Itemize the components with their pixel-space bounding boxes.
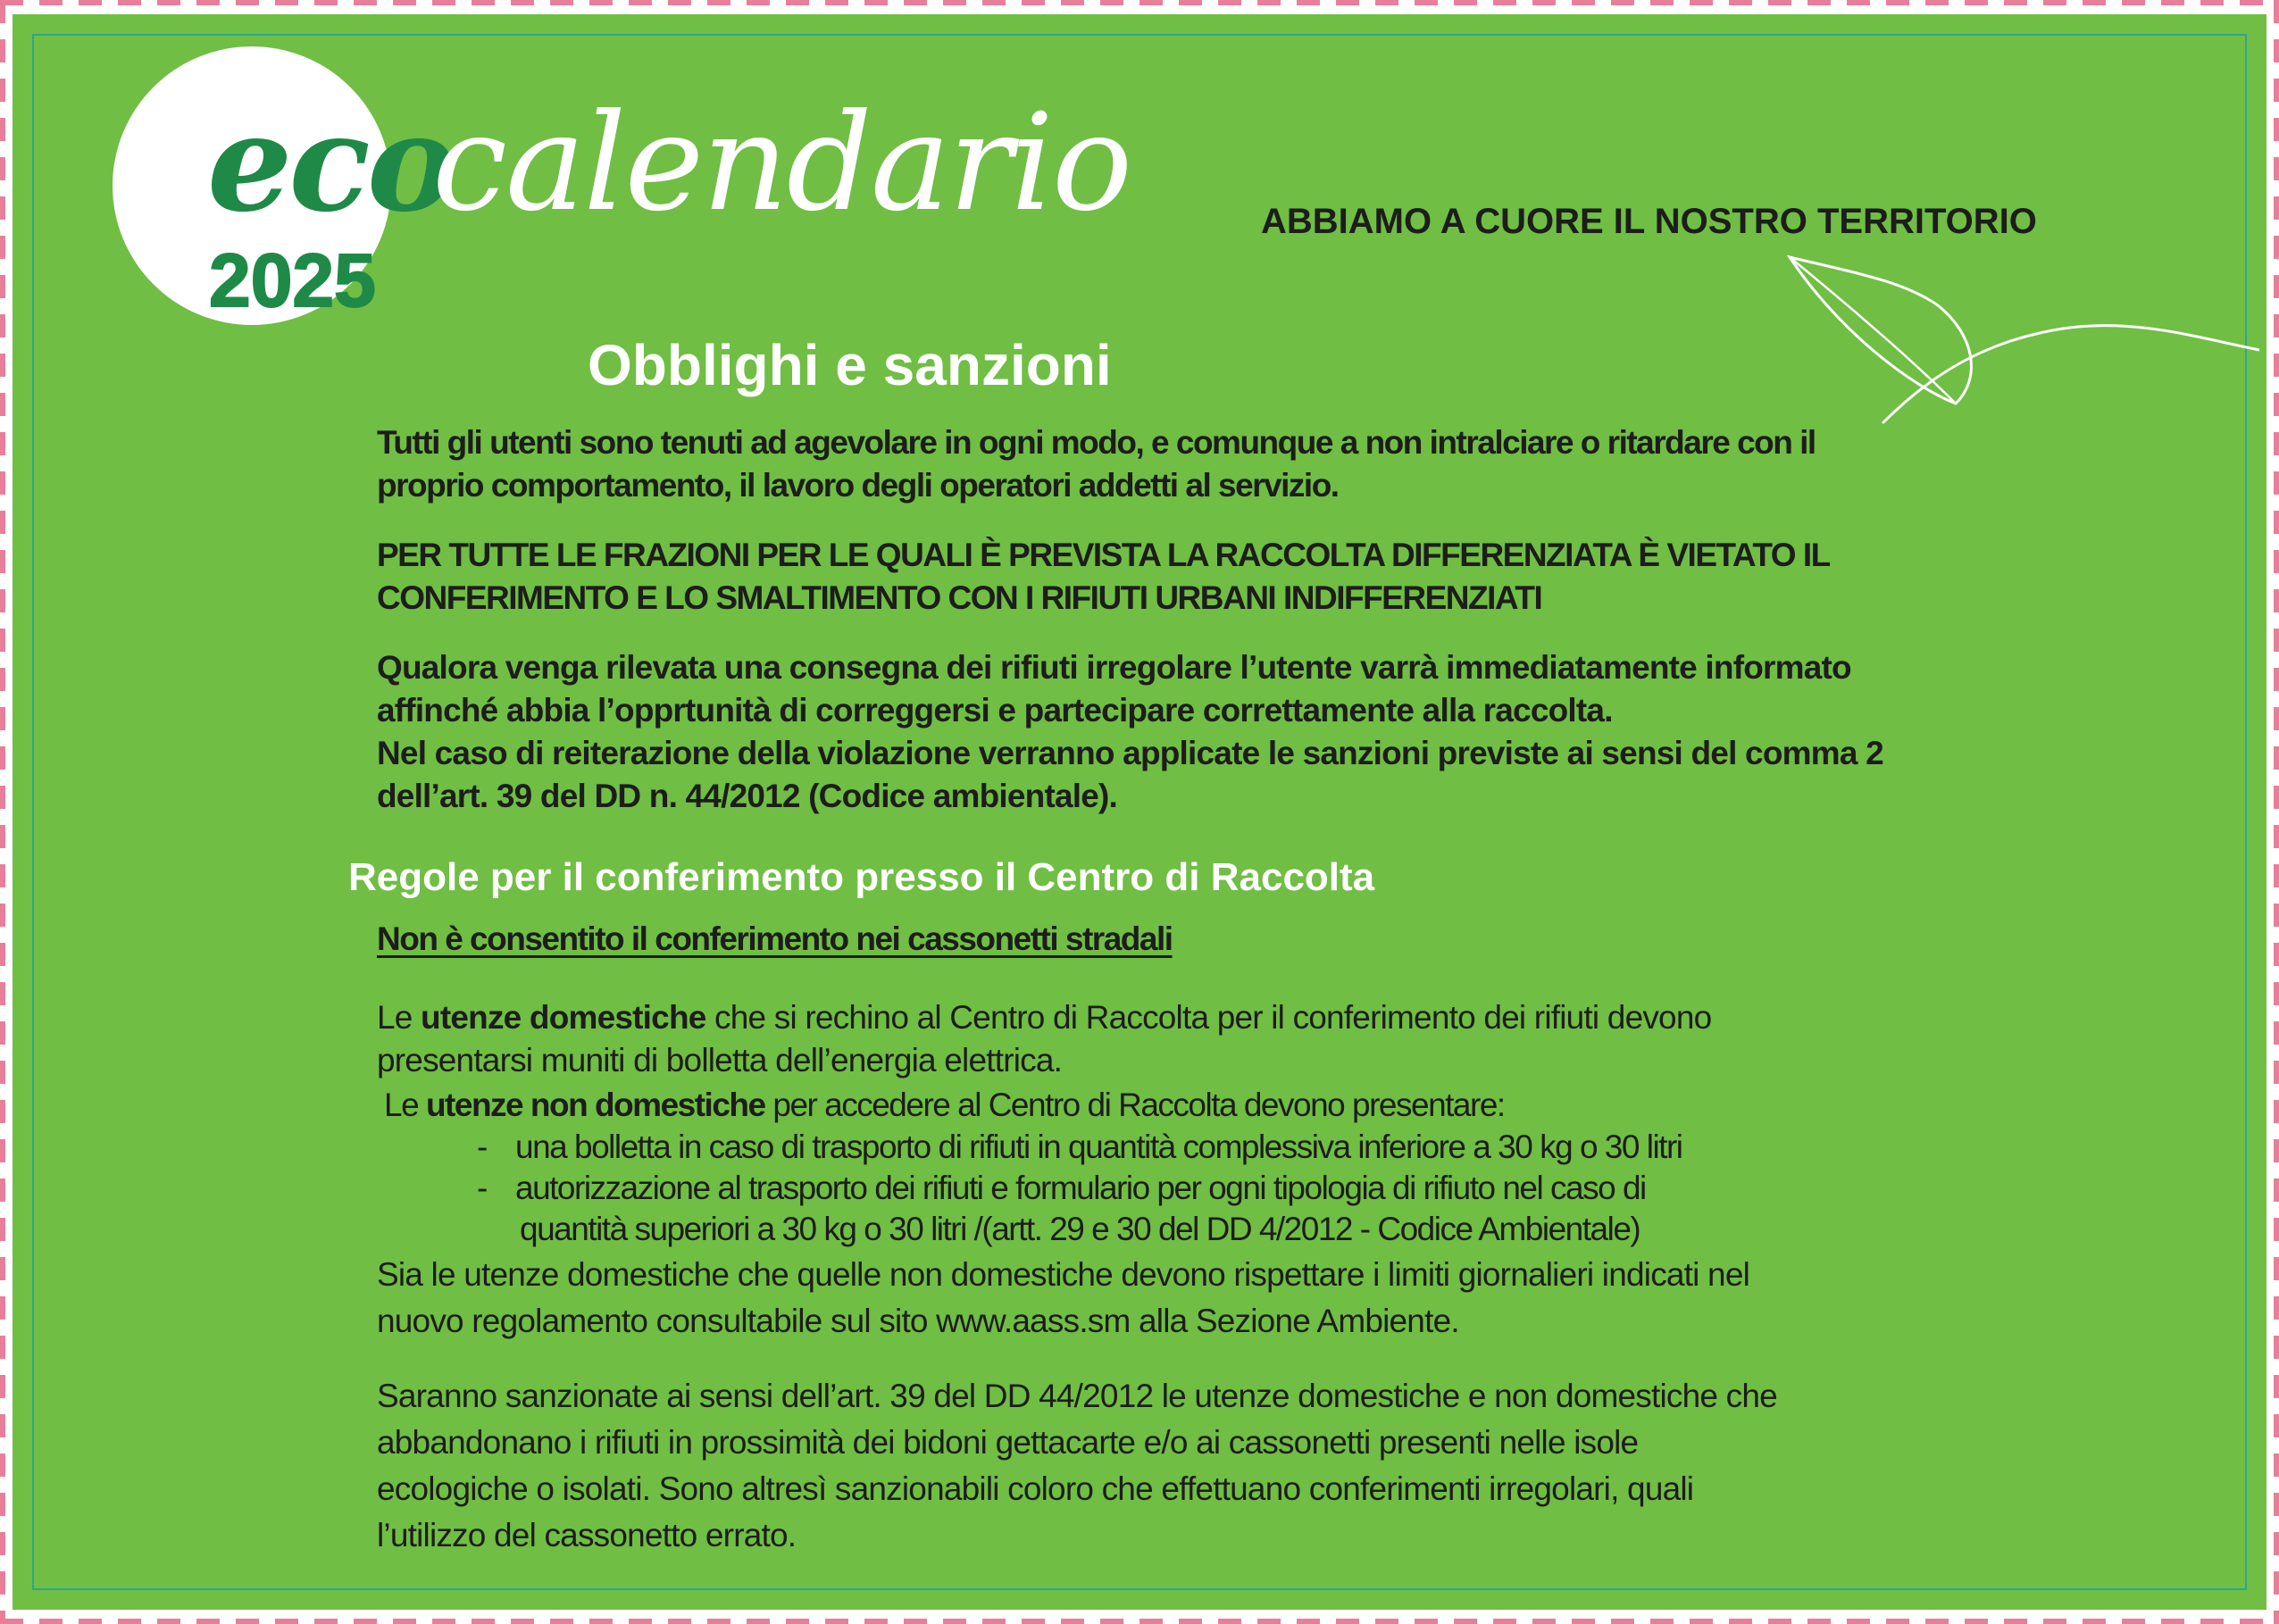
paragraph-non-domestic-users [384,1084,2125,1127]
text-line: PER TUTTE LE FRAZIONI PER LE QUALI È PREVISTA LA RACCOLTA DIFFERENZIATA È VIETATO IL [377,537,1830,573]
list-item-text: autorizzazione al trasporto dei rifiuti e formulario per ogni tipologia di rifiuto nel caso di [515,1170,1646,1206]
logo-year: 2025 [209,238,376,322]
dashed-border-bottom [0,1619,2279,1624]
list-item [377,1168,2118,1209]
text-line: Sia le utenze domestiche che quelle non domestiche devono rispettare i limiti giornalieri indicati nel [377,1256,1750,1293]
text-line: CONFERIMENTO E LO SMALTIMENTO CON I RIFIUTI URBANI INDIFFERENZIATI [377,579,1542,616]
requirements-list [377,1127,2118,1250]
bold-fragment: utenze domestiche [421,999,706,1036]
text-line: ecologiche o isolati. Sono altresì sanzionabili coloro che effettuano conferimenti irregolari, quali [377,1470,1694,1507]
leaf-icon [1777,252,2259,430]
text-line: abbandonano i rifiuti in prossimità dei bidoni gettacarte e/o ai cassonetti presenti nelle isole [377,1424,1639,1461]
text-line: Qualora venga rilevata una consegna dei rifiuti irregolare l’utente varrà immediatamente informato [377,649,1851,686]
text-line [384,1084,2125,1127]
dashed-border-right [2274,0,2279,1624]
underlined-subtitle: Non è consentito il conferimento nei cassonetti stradali [377,920,1173,957]
logo-eco: eco [207,85,453,242]
paragraph-prohibition [377,534,2118,620]
text-fragment: Le [377,999,422,1036]
text-line: dell’art. 39 del DD n. 44/2012 (Codice ambientale). [377,778,1118,814]
bullet: - [477,1170,487,1206]
subtitle-no-street-bins [377,918,2118,961]
text-line: affinché abbia l’opprtunità di correggersi e partecipare correttamente alla raccolta. [377,692,1613,729]
tagline: ABBIAMO A CUORE IL NOSTRO TERRITORIO [1261,202,2037,241]
text-line: nuovo regolamento consultabile sul sito www.aass.sm alla Sezione Ambiente. [377,1303,1459,1339]
text-line: Tutti gli utenti sono tenuti ad agevolare in ogni modo, e comunque a non intralciare o ritardare con il [377,424,1816,461]
section-title-regole: Regole per il conferimento presso il Centro di Raccolta [348,855,1375,899]
text-fragment: Le [384,1087,426,1123]
dashed-border-top [0,0,2279,5]
text-fragment: per accedere al Centro di Raccolta devono presentare: [764,1087,1505,1123]
logo-calendario: calendario [432,86,1131,241]
dashed-border-left [0,0,5,1624]
paragraph-obligations [377,421,2118,507]
bullet: - [477,1128,487,1165]
text-fragment: che si rechino al Centro di Raccolta per il conferimento dei rifiuti devono [705,999,1712,1036]
list-item [377,1127,2118,1168]
section-title-obblighi: Obblighi e sanzioni [588,333,1112,397]
paragraph-sanctions [377,1373,2118,1559]
text-line: l’utilizzo del cassonetto errato. [377,1517,797,1553]
text-line [377,996,2118,1039]
paragraph-daily-limits [377,1252,2118,1345]
bold-fragment: utenze non domestiche [425,1087,765,1123]
paragraph-domestic-users [377,996,2118,1082]
list-item-continuation: quantità superiori a 30 kg o 30 litri /(artt. 29 e 30 del DD 4/2012 - Codice Ambientale) [520,1211,1640,1247]
list-item-text: una bolletta in caso di trasporto di rifiuti in quantità complessiva inferiore a 30 kg o 30 litri [515,1128,1682,1165]
paragraph-violations [377,646,2118,818]
text-line: Nel caso di reiterazione della violazione verranno applicate le sanzioni previste ai sensi del comma 2 [377,735,1883,771]
text-line: proprio comportamento, il lavoro degli operatori addetti al servizio. [377,467,1339,504]
text-line: Saranno sanzionate ai sensi dell’art. 39 del DD 44/2012 le utenze domestiche e non domestiche che [377,1378,1777,1414]
text-line: presentarsi muniti di bolletta dell’energia elettrica. [377,1042,1063,1079]
